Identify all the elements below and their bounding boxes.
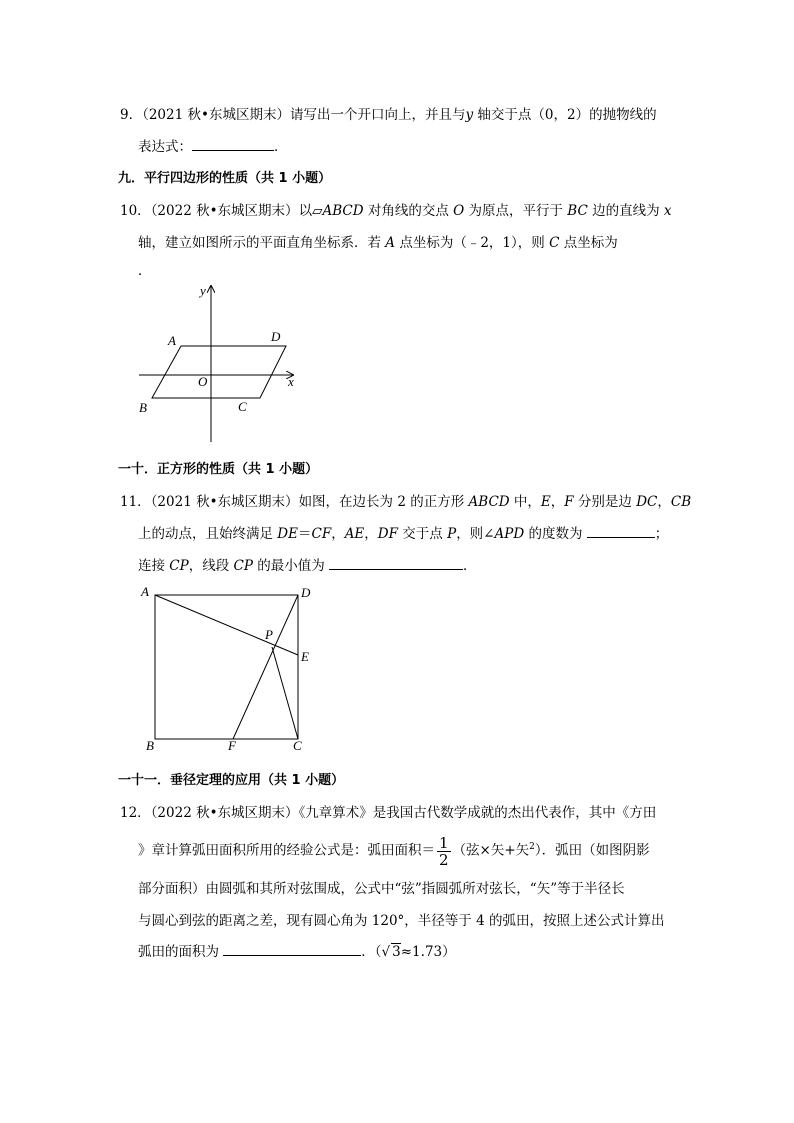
q12-line3: 部分面积）由圆弧和其所对弦围成，公式中“弦”指圆弧所对弦长，“矢”等于半径长 (138, 881, 625, 897)
label-B: B (146, 738, 154, 753)
q12-line5: 弧田的面积为 ．（√ 3≈1.73） (138, 944, 456, 960)
label-E: E (301, 649, 309, 664)
q11-line1: 11．（2021 秋•东城区期末）如图，在边长为 2 的正方形 ABCD 中，E，F 分别是边 DC，CB (120, 494, 692, 510)
q10-line1: 10．（2022 秋•东城区期末）以▱ABCD 对角线的交点 O 为原点，平行于 BC 边的直线为 x (120, 203, 672, 219)
square-figure (135, 580, 315, 756)
q11-line2: 上的动点，且始终满足 DE＝CF，AE，DF 交于点 P，则∠APD 的度数为 ； (138, 526, 669, 542)
segment-PC (272, 647, 298, 739)
label-P: P (265, 627, 273, 642)
section-heading: 九．平行四边形的性质（共 1 小题） (118, 171, 332, 186)
label-A: A (168, 333, 176, 348)
segment-DF (233, 595, 298, 739)
label-C: C (238, 399, 247, 414)
label-x: x (288, 374, 294, 389)
label-y: y (200, 283, 206, 298)
label-O: O (198, 374, 208, 389)
fraction-one-half: $\frac{1}{2}$ (439, 833, 449, 869)
parallelogram (152, 346, 286, 398)
segment-AE (155, 595, 298, 655)
sqrt-symbol: √ (381, 944, 391, 960)
label-B: B (139, 400, 147, 415)
label-F: F (228, 738, 236, 753)
answer-blank[interactable] (223, 943, 361, 956)
answer-blank[interactable] (587, 525, 655, 538)
label-C: C (293, 738, 302, 753)
section-heading: 一十一．垂径定理的应用（共 1 小题） (118, 773, 345, 788)
q12-line2: 》章计算弧田面积所用的经验公式是：弧田面积＝ $\frac{1}{2}$ （弦×矢+矢$^2$）．弧田（如图阴影 (138, 833, 650, 869)
q10-line3: ． (138, 263, 152, 279)
q9-line2: 表达式： ． (138, 139, 288, 155)
q11-line3: 连接 CP，线段 CP 的最小值为 ． (138, 558, 477, 574)
label-D: D (271, 329, 281, 344)
section-heading: 一十．正方形的性质（共 1 小题） (118, 462, 319, 477)
q12-line4: 与圆心到弦的距离之差，现有圆心角为 120°，半径等于 4 的弧田，按照上述公式计算出 (138, 913, 665, 929)
answer-blank[interactable] (329, 557, 463, 570)
label-D: D (301, 585, 311, 600)
q10-line2: 轴，建立如图所示的平面直角坐标系．若 A 点坐标为（﹣2，1），则 C 点坐标为 (138, 235, 618, 251)
q9-line1: 9．（2021 秋•东城区期末）请写出一个开口向上，并且与y 轴交于点（0，2）的抛物线的 (120, 107, 657, 123)
answer-blank[interactable] (192, 138, 274, 151)
q12-line1: 12．（2022 秋•东城区期末）《九章算术》是我国古代数学成就的杰出代表作，其中《方田 (120, 805, 657, 821)
square (155, 595, 298, 739)
parallelogram-figure (130, 280, 310, 448)
label-A: A (141, 584, 149, 599)
